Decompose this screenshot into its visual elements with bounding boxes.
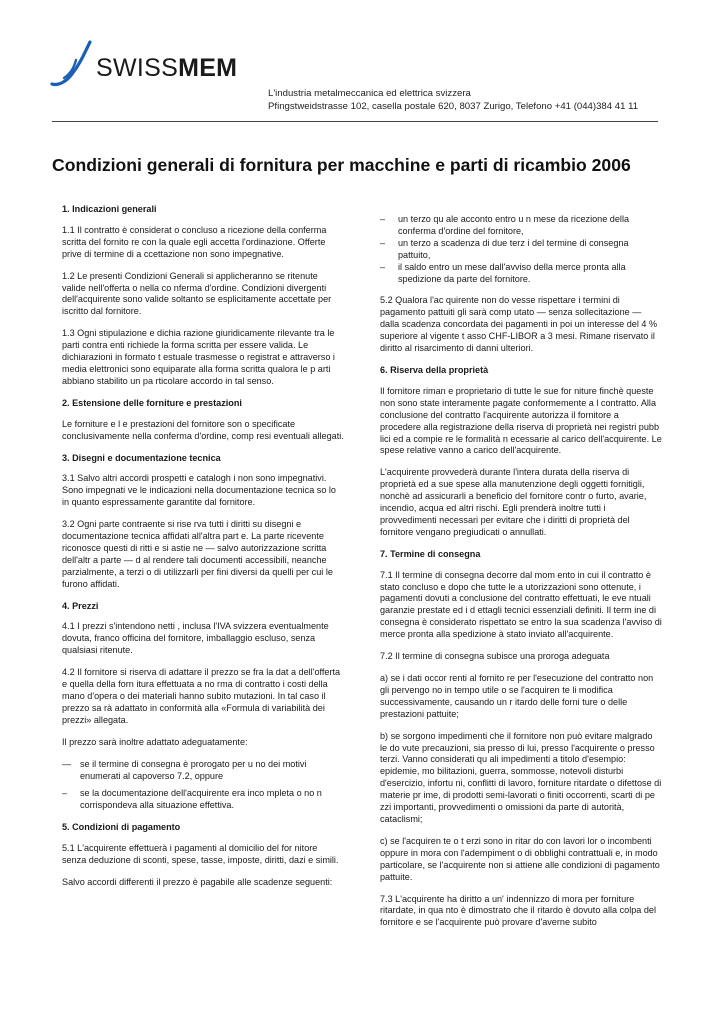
left-column bbox=[62, 204, 344, 899]
price-adjustment-list bbox=[62, 759, 344, 813]
section-heading: 5. Condizioni di pagamento bbox=[62, 822, 181, 833]
list-item-text: se la documentazione dell'acquirente era inco mpleta o no n corrispondeva alla situazione effettiva. bbox=[80, 788, 322, 811]
paragraph: 4.1 I prezzi s'intendono netti , inclusa l'IVA svizzera eventualmente dovuta, franco officina del fornitore, imballaggio escluso, senza qualsiasi ritenute. bbox=[62, 621, 329, 656]
swissmem-swoosh-icon bbox=[50, 40, 98, 88]
list-item bbox=[380, 238, 662, 262]
paragraph: 5.1 L'acquirente effettuerà i pagamenti al domicilio del for nitore senza deduzione di sconti, spese, tasse, imposte, diritti, dazi e simili. bbox=[62, 843, 339, 866]
list-item-text: un terzo a scadenza di due terz i del termine di consegna pattuito, bbox=[398, 237, 629, 260]
paragraph: 3.1 Salvo altri accordi prospetti e catalogh i non sono impegnativi. Sono impegnati ve le indicazioni nella documentazione tecnica so lo in quanto espressamente garantite dal fornitore. bbox=[62, 473, 336, 508]
paragraph: 7.3 L'acquirente ha diritto a un' indennizzo di mora per forniture ritardate, in qua nto è dimostrato che il ritardo è dovuto alla colpa del fornitore e se l'acquirente può provare d'averne subito bbox=[380, 893, 657, 928]
paragraph: 5.2 Qualora l'ac quirente non do vesse rispettare i termini di pagamento pattuiti gli sarà comp utato — senza sollecitazione — dalla scadenza concordata dei pagamenti in poi un interesse del 4 % superiore al vigente t asso CHF-LIBOR a 3 mesi. Rimane riservato il diritto al risarcimento di danni ulteriori. bbox=[380, 295, 658, 354]
document-title: Condizioni generali di fornitura per macchine e parti di ricambio 2006 bbox=[52, 155, 631, 175]
section-heading: 4. Prezzi bbox=[62, 600, 99, 611]
paragraph: c) se l'acquiren te o t erzi sono in ritar do con lavori lor o incombenti oppure in mora con l'adempiment o di obblighi contrattuali e, in modo particolare, se l'acquirente non si attiene alle condizioni di pagamento pattuite. bbox=[380, 835, 660, 882]
section-heading: 3. Disegni e documentazione tecnica bbox=[62, 452, 221, 463]
company-tagline: L'industria metalmeccanica ed elettrica svizzera bbox=[268, 88, 471, 99]
section-heading: 1. Indicazioni generali bbox=[62, 204, 157, 214]
payment-schedule-list bbox=[380, 214, 662, 285]
header-divider bbox=[52, 121, 658, 122]
section-heading: 2. Estensione delle forniture e prestazioni bbox=[62, 397, 242, 408]
list-item bbox=[380, 214, 662, 238]
dash-marker: – bbox=[380, 214, 386, 224]
swissmem-logo bbox=[50, 40, 280, 90]
list-item-text: se il termine di consegna è prorogato per u no dei motivi enumerati al capoverso 7.2, oppure bbox=[80, 758, 307, 781]
list-item bbox=[62, 788, 344, 812]
right-column bbox=[380, 214, 662, 939]
paragraph: b) se sorgono impedimenti che il fornitore non può evitare malgrado le do vute precauzioni, sia presso di lui, presso l'acquirente o presso terzi. Vanno considerati qu ali impedimenti a titolo d'esempio: epidemie, mo bilitazioni, guerra, sommosse, notevoli disturbi d'esercizio, infortu ni, conflitti di lavoro, forniture ritardate o difettose di materie pr ime, di prodotti semi-lavorati o finiti occorrenti, scarti di pe zzi importanti, provvedimenti o omissioni da parte di autorità, cataclismi; bbox=[380, 730, 662, 824]
logo-wordmark: SWISSMEM bbox=[96, 54, 238, 82]
paragraph: 4.2 Il fornitore si riserva di adattare il prezzo se fra la dat a dell'offerta e quella della forn itura effettuata a no rma di contratto i costi della mano d'opera o dei materiali hanno subito mutazioni. In tal caso il prezzo sa rà adattato in conformità alla «Formula di variabilità dei prezzi» allegata. bbox=[62, 667, 341, 725]
list-item-text: un terzo qu ale acconto entro u n mese da ricezione della conferma d'ordine del fornitore, bbox=[398, 214, 630, 236]
paragraph: 3.2 Ogni parte contraente si rise rva tutti i diritti su disegni e documentazione tecnica affidati all'altra part e. La parte ricevente riconosce questi di ritti e si astie ne — salvo autorizzazione scritta dell'altr a parte — d al rendere tali documenti accessibili, neanche parzialmente, a terzi o di utilizzarli per fini diversi da quelli per cui le furono affidati. bbox=[62, 519, 333, 589]
company-contact: Pfingstweidstrasse 102, casella postale 620, 8037 Zurigo, Telefono +41 (044)384 41 11 bbox=[268, 101, 639, 112]
paragraph: 7.2 Il termine di consegna subisce una proroga adeguata bbox=[380, 651, 610, 662]
section-heading: 7. Termine di consegna bbox=[380, 548, 481, 559]
paragraph: 1.2 Le presenti Condizioni Generali si applicheranno se ritenute valide nell'offerta o nella co nferma d'ordine. Condizioni divergenti dell'acquirente sono valide soltanto se esplicitamente accettate per iscritto dal fornitore. bbox=[62, 270, 332, 317]
dash-marker: – bbox=[62, 788, 68, 799]
list-item-text: il saldo entro un mese dall'avviso della merce pronta alla spedizione da parte del fornitore. bbox=[398, 261, 626, 284]
paragraph: Salvo accordi differenti il prezzo è pagabile alle scadenze seguenti: bbox=[62, 876, 333, 887]
list-item bbox=[380, 262, 662, 286]
dash-marker: — bbox=[62, 758, 72, 769]
paragraph: Il prezzo sarà inoltre adattato adeguatamente: bbox=[62, 736, 248, 747]
paragraph: Il fornitore riman e proprietario di tutte le sue for niture finchè queste non sono state interamente pagate conformemente a l contratto. Alla conclusione del contratto l'acquirente autorizza il fornitore a procedere alla registrazione della riserva di proprietà nei registri pubb lici ed a compie re le formalità n ecessarie al carico dell'acquirente. Le spese relative vanno a carico dell'acquirente. bbox=[380, 385, 662, 456]
section-heading: 6. Riserva della proprietà bbox=[380, 364, 489, 375]
dash-marker: – bbox=[380, 261, 386, 272]
dash-marker: – bbox=[380, 237, 386, 248]
list-item bbox=[62, 759, 344, 783]
company-address bbox=[268, 87, 638, 113]
paragraph: 1.3 Ogni stipulazione e dichia razione giuridicamente rilevante tra le parti contra enti richiede la forma scritta per essere valida. Le dichiarazioni in formato t estuale trasmesse o registrat e attraverso i media elettronici sono equiparate alla forma scritta qualora le p arti abbiano stabilito un pa rticolare accordo in tal senso. bbox=[62, 328, 335, 386]
paragraph: a) se i dati occor renti al fornito re per l'esecuzione del contratto non gli pervengo no in tempo utile o se l'acquiren te li modifica successivamente, causando un r itardo delle forni ture o delle prestazioni pattuite; bbox=[380, 673, 654, 719]
paragraph: 1.1 Il contratto è considerat o concluso a ricezione della conferma scritta del fornito re con la quale egli accetta l'ordinazione. Offerte prive di termine di a ccettazione non sono impegnative. bbox=[62, 224, 327, 259]
paragraph: 7.1 Il termine di consegna decorre dal mom ento in cui il contratto è stato concluso e dopo che tutte le a utorizzazioni sono ottenute, i pagamenti dovuti a conclusione del contratto effettuati, le eve ntuali garanzie prestate ed i d ettagli tecnici essenziali definiti. Il term ine di consegna è considerato rispettato se entro la sua scadenza l'avviso di merce pronta alla spedizione à stato inviato all'acquirente. bbox=[380, 569, 662, 640]
paragraph: Le forniture e l e prestazioni del fornitore son o specificate conclusivamente nella conferma d'ordine, comp resi eventuali allegati. bbox=[62, 418, 344, 441]
paragraph: L'acquirente provvederà durante l'intera durata della riserva di proprietà ed a sue spese alla manutenzione degli oggetti fornitigli, nonchè ad assicurarli a beneficio del fornitore contr o furto, avarie, incendio, acqua ed altri rischi. Egli prenderà inoltre tutti i provvedimenti necessari per evitare che i diritti di proprietà del fornitore vengano pregiudicati o annullati. bbox=[380, 467, 647, 537]
